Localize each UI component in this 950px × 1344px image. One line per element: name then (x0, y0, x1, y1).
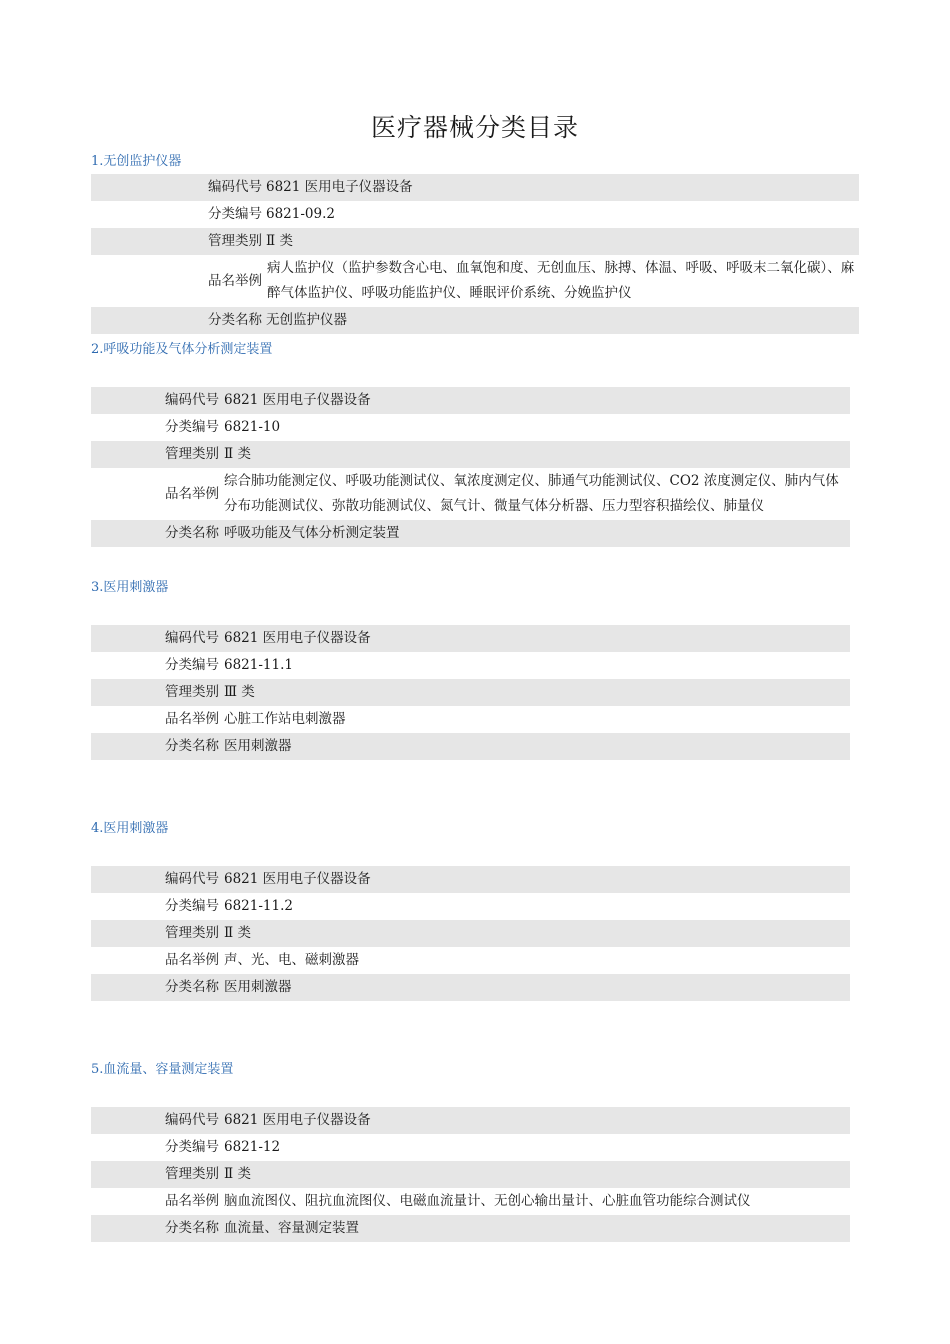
section-table (91, 625, 850, 760)
row-label: 分类名称 (165, 979, 219, 995)
table-row (91, 706, 850, 733)
row-value: 6821-11.1 (224, 657, 293, 673)
row-value: 无创监护仪器 (266, 312, 347, 328)
row-label: 品名举例 (165, 711, 219, 727)
row-value: 6821-12 (224, 1139, 281, 1155)
table-row (91, 679, 850, 706)
row-label: 分类编号 (165, 1139, 219, 1155)
row-value: 声、光、电、磁刺激器 (224, 952, 359, 968)
table-row (91, 947, 850, 974)
row-value: Ⅱ 类 (224, 446, 251, 462)
row-label: 分类编号 (165, 898, 219, 914)
table-row (91, 974, 850, 1001)
table-row (91, 201, 859, 228)
row-label: 分类编号 (208, 206, 262, 222)
table-row (91, 441, 850, 468)
row-label: 编码代号 (208, 179, 262, 195)
row-label: 分类名称 (165, 738, 219, 754)
section-table (91, 387, 850, 547)
row-label: 分类名称 (165, 525, 219, 541)
row-value: 综合肺功能测定仪、呼吸功能测试仪、氧浓度测定仪、肺通气功能测试仪、CO2 浓度测定仪、肺内气体分布功能测试仪、弥散功能测试仪、氮气计、微量气体分析器、压力型容积描绘仪、肺量仪 (224, 473, 839, 514)
row-value: Ⅱ 类 (224, 925, 251, 941)
row-value: 心脏工作站电刺激器 (224, 711, 346, 727)
section-heading: 4.医用刺激器 (91, 821, 169, 836)
row-value: 6821-11.2 (224, 898, 293, 914)
row-value: 6821 医用电子仪器设备 (266, 179, 413, 195)
table-row (91, 228, 859, 255)
row-label: 分类编号 (165, 657, 219, 673)
section-table (91, 1107, 850, 1242)
row-value: 医用刺激器 (224, 979, 292, 995)
row-label: 编码代号 (165, 1112, 219, 1128)
row-value: Ⅲ 类 (224, 684, 255, 700)
row-value: Ⅱ 类 (224, 1166, 251, 1182)
table-row (91, 1107, 850, 1134)
row-value: 呼吸功能及气体分析测定装置 (224, 525, 400, 541)
section-table (91, 174, 859, 334)
table-row (91, 733, 850, 760)
section-heading: 5.血流量、容量测定装置 (91, 1062, 234, 1077)
row-value: 6821 医用电子仪器设备 (224, 630, 371, 646)
row-label: 品名举例 (165, 1193, 219, 1209)
table-row (91, 920, 850, 947)
section-table (91, 866, 850, 1001)
table-row (91, 255, 859, 307)
table-row (91, 1134, 850, 1161)
row-value: 病人监护仪（监护参数含心电、血氧饱和度、无创血压、脉搏、体温、呼吸、呼吸末二氧化碳）、麻醉气体监护仪、呼吸功能监护仪、睡眠评价系统、分娩监护仪 (267, 260, 855, 301)
row-label: 品名举例 (165, 952, 219, 968)
row-label: 编码代号 (165, 630, 219, 646)
table-row (91, 1188, 850, 1215)
row-value: 6821 医用电子仪器设备 (224, 871, 371, 887)
row-label: 编码代号 (165, 871, 219, 887)
table-row (91, 1215, 850, 1242)
row-value: 脑血流图仪、阻抗血流图仪、电磁血流量计、无创心输出量计、心脏血管功能综合测试仪 (224, 1193, 751, 1209)
table-row (91, 866, 850, 893)
row-label: 品名举例 (208, 273, 262, 289)
table-row (91, 520, 850, 547)
table-row (91, 307, 859, 334)
row-label: 品名举例 (165, 486, 219, 502)
table-row (91, 625, 850, 652)
table-row (91, 652, 850, 679)
row-label: 管理类别 (165, 1166, 219, 1182)
table-row (91, 414, 850, 441)
table-row (91, 1161, 850, 1188)
row-value: 6821 医用电子仪器设备 (224, 1112, 371, 1128)
row-value: 6821-09.2 (266, 206, 335, 222)
row-value: Ⅱ 类 (266, 233, 293, 249)
table-row (91, 174, 859, 201)
table-row (91, 893, 850, 920)
table-row (91, 387, 850, 414)
row-label: 分类编号 (165, 419, 219, 435)
row-label: 分类名称 (165, 1220, 219, 1236)
row-value: 医用刺激器 (224, 738, 292, 754)
section-heading: 2.呼吸功能及气体分析测定装置 (91, 342, 273, 357)
page-title: 医疗器械分类目录 (370, 113, 579, 142)
row-label: 管理类别 (165, 925, 219, 941)
row-value: 血流量、容量测定装置 (224, 1220, 359, 1236)
section-heading: 3.医用刺激器 (91, 580, 169, 595)
row-label: 编码代号 (165, 392, 219, 408)
row-value: 6821-10 (224, 419, 281, 435)
row-label: 管理类别 (165, 446, 219, 462)
row-label: 管理类别 (165, 684, 219, 700)
row-value: 6821 医用电子仪器设备 (224, 392, 371, 408)
row-label: 管理类别 (208, 233, 262, 249)
table-row (91, 468, 850, 520)
section-heading: 1.无创监护仪器 (91, 154, 182, 169)
row-label: 分类名称 (208, 312, 262, 328)
